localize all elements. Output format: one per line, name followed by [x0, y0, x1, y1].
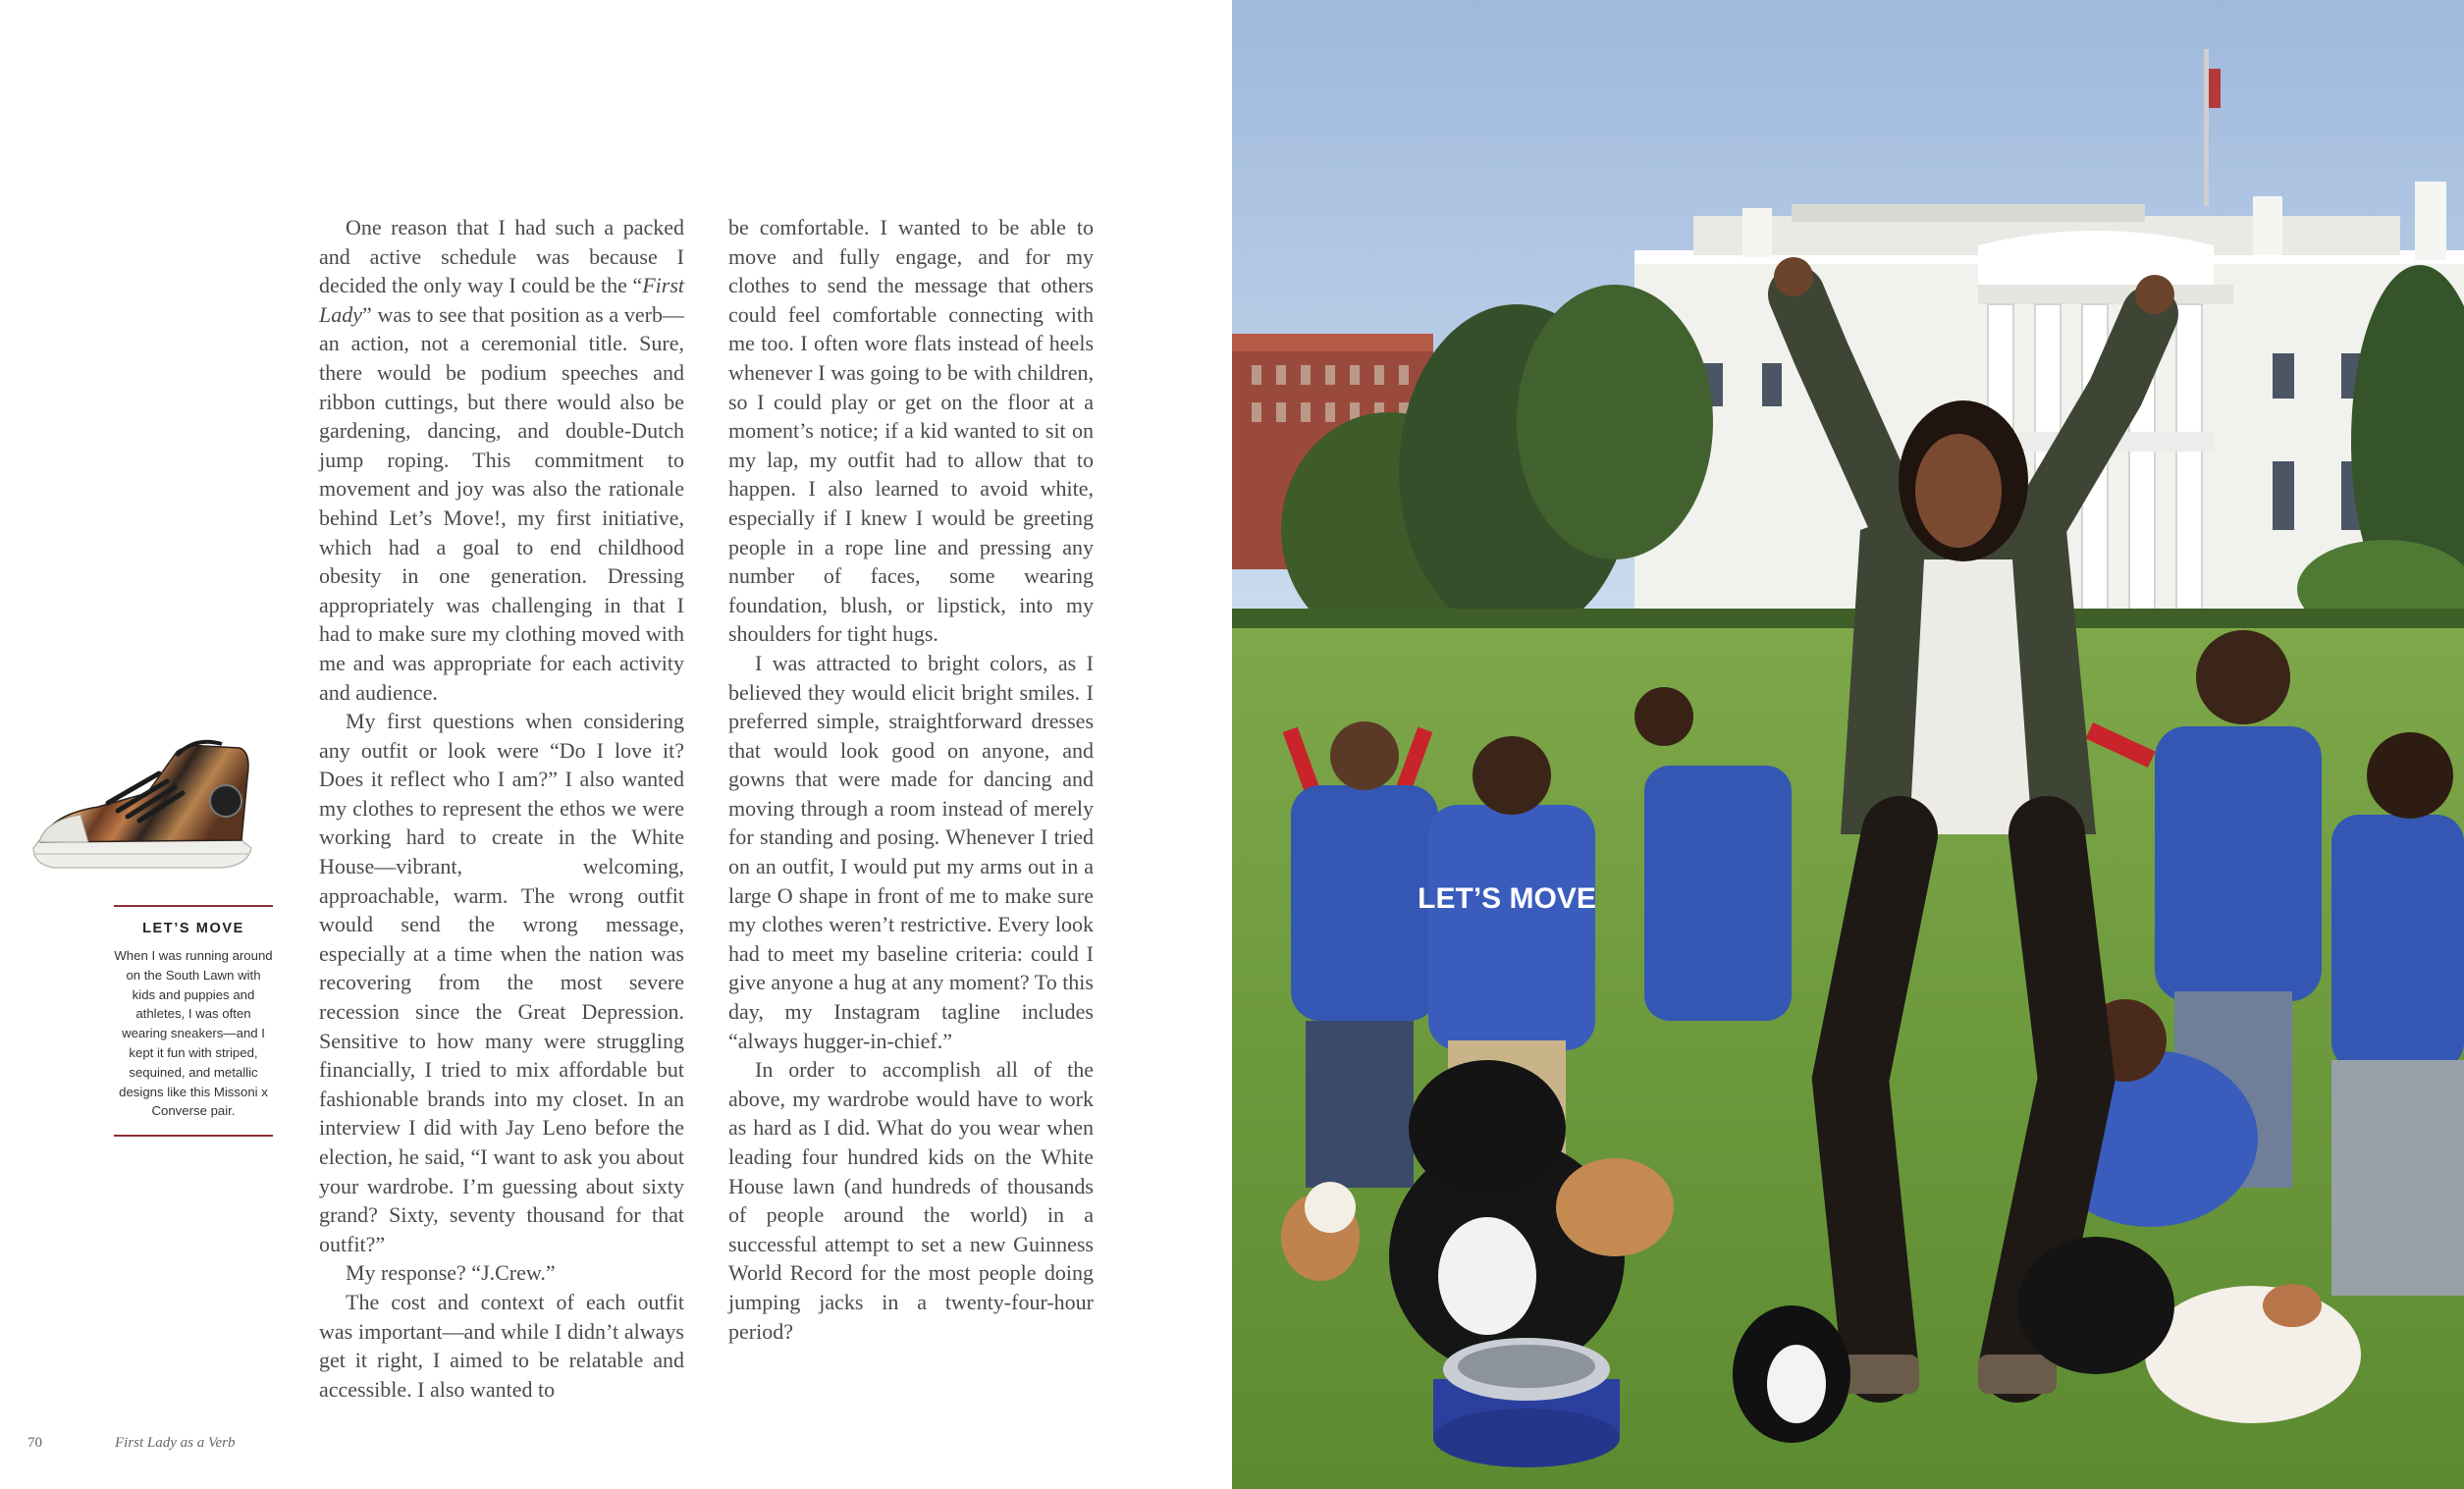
paragraph: I was attracted to bright colors, as I believed they would elicit bright smiles. I preferred simple, straightforward dresses that would look good on anyone, and gowns that were made for dancing and moving through a room instead of merely for standing and posing. Whenever I tried on an outfit, I would put my arms out in a large O shape in front of me to make sure my clothes weren’t restrictive. Every look had to meet my baseline criteria: could I give anyone a hug at any moment? To this day, my Instagram tagline includes “always hugger-in-chief.” [728, 650, 1094, 1053]
photo-illustration [1232, 0, 2464, 1489]
sidebar-caption: When I was running around on the South Lawn with kids and puppies and athletes, I was often wearing sneakers—and I kept it fun with striped, sequined, and metallic designs like this Missoni x Converse pair. [114, 948, 273, 1119]
paragraph: The cost and context of each outfit was important—and while I didn’t always get it right, I aimed to be relatable and accessible. I also wanted to [319, 1289, 684, 1402]
paragraph [319, 213, 684, 707]
photograph [1232, 0, 2464, 1489]
paragraph-italic: First Lady [319, 273, 684, 327]
paragraph: My first questions when considering any outfit or look were “Do I love it? Does it reflect who I am?” I also wanted my clothes to represent the ethos we were working hard to create in the White House—vibrant, welcoming, approachable, warm. The wrong outfit would send the wrong message, especially at a time when the nation was recovering from the most severe recession since the Great Depression. Sensitive to how many were struggling financially, I tried to mix affordable but fashionable brands into my closet. In an interview I did with Jay Leno before the election, he said, “I want to ask you about your wardrobe. I’m guessing about sixty grand? Sixty, seventy thousand for that outfit?” [319, 709, 684, 1256]
hedge [1232, 609, 2464, 628]
paragraph-text: One reason that I had such a packed and active schedule was because I decided the only way I could be the “ [319, 215, 684, 298]
shirt-logo: LET’S MOVE [1418, 882, 1596, 915]
sidebar-bottom-rule [114, 1135, 273, 1137]
sidebar-title: LET’S MOVE [142, 921, 244, 936]
paragraph-text: ” was to see that position as a verb—an action, not a ceremonial title. Sure, there would be podium speeches and ribbon cuttings, but there would also be gardening, dancing, and double-Dutch jump roping. This commitment to movement and joy was also the rationale behind Let’s Move!, my first initiative, which had a goal to end childhood obesity in one generation. Dressing appropriately was challenging in that I had to make sure my clothing moved with me and was appropriate for each activity and audience. [319, 301, 684, 705]
paragraph-continued: be comfortable. I wanted to be able to move and fully engage, and for my clothes to send the message that others could feel comfortable connecting with me too. I often wore flats instead of heels whenever I was going to be with children, so I could play or get on the floor at a moment’s notice; if a kid wanted to sit on my lap, my outfit had to allow that to happen. I also learned to avoid white, especially if I knew I would be greeting people in a rope line and pressing any number of faces, some wearing foundation, blush, or lipstick, into my shoulders for tight hugs. [728, 215, 1094, 647]
paragraph: In order to accomplish all of the above, my wardrobe would have to work as hard as I did. What do you wear when leading four hundred kids on the White House lawn (and hundreds of thousands of people around the world) in a successful attempt to set a new Guinness World Record for the most people doing jumping jacks in a twenty-four-hour period? [728, 1057, 1094, 1344]
water-bowl [1433, 1338, 1620, 1467]
text-column-right [728, 213, 1094, 1346]
running-head: First Lady as a Verb [115, 1435, 236, 1451]
page-number: 70 [27, 1435, 42, 1451]
text-column-left [319, 213, 684, 1404]
paragraph: My response? “J.Crew.” [346, 1260, 556, 1286]
sneaker-image [29, 738, 277, 876]
sidebar-top-rule [114, 905, 273, 907]
sidebar-caption-box [114, 905, 273, 1137]
